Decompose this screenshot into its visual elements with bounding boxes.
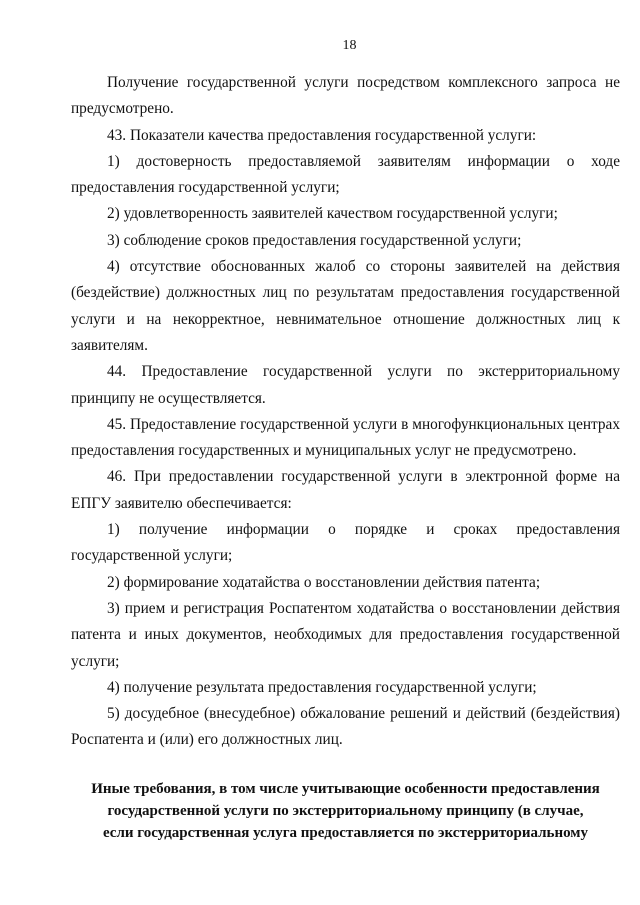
section-heading (71, 778, 620, 844)
paragraph-46-epgu: 46. При предоставлении государственной услуги в электронной форме на ЕПГУ заявителю обеспечивается: (71, 468, 620, 512)
paragraph-46-item-5: 5) досудебное (внесудебное) обжалование решений и действий (бездействия) Роспатента и (или) его должностных лиц. (71, 705, 620, 749)
paragraph-46-item-4: 4) получение результата предоставления государственной услуги; (107, 678, 537, 696)
paragraph-44-extraterritorial: 44. Предоставление государственной услуги по экстерриториальному принципу не осуществляется. (71, 363, 620, 407)
paragraph-46-item-1: 1) получение информации о порядке и сроках предоставления государственной услуги; (71, 521, 620, 565)
paragraph-46-item-3: 3) прием и регистрация Роспатентом ходатайства о восстановлении действия патента и иных документов, необходимых для предоставления государственной услуги; (71, 599, 620, 670)
section-heading-line: государственной услуги по экстерриториальному принципу (в случае, (107, 802, 584, 819)
section-heading-line: если государственная услуга предоставляется по экстерриториальному (102, 824, 589, 841)
paragraph-46-item-2: 2) формирование ходатайства о восстановлении действия патента; (107, 573, 541, 591)
paragraph-43-item-1: 1) достоверность предоставляемой заявителям информации о ходе предоставления государственной услуги; (71, 152, 620, 197)
paragraph-complex-request: Получение государственной услуги посредством комплексного запроса не предусмотрено. (71, 74, 620, 118)
paragraph-43-item-2: 2) удовлетворенность заявителей качеством государственной услуги; (107, 205, 558, 223)
page-number: 18 (342, 38, 357, 53)
paragraph-43-quality-indicators: 43. Показатели качества предоставления государственной услуги: (107, 126, 537, 144)
paragraph-43-item-4: 4) отсутствие обоснованных жалоб со стороны заявителей на действия (бездействие) должностных лиц по результатам предоставления государственной услуги и на некорректное, невнимательное отношение должностных лиц к заявителям. (71, 258, 620, 354)
paragraph-43-item-3: 3) соблюдение сроков предоставления государственной услуги; (107, 231, 522, 249)
document-page (71, 36, 620, 844)
paragraph-45-mfc: 45. Предоставление государственной услуги в многофункциональных центрах предоставления государственных и муниципальных услуг не предусмотрено. (71, 415, 620, 460)
section-heading-line: Иные требования, в том числе учитывающие особенности предоставления (91, 780, 600, 797)
